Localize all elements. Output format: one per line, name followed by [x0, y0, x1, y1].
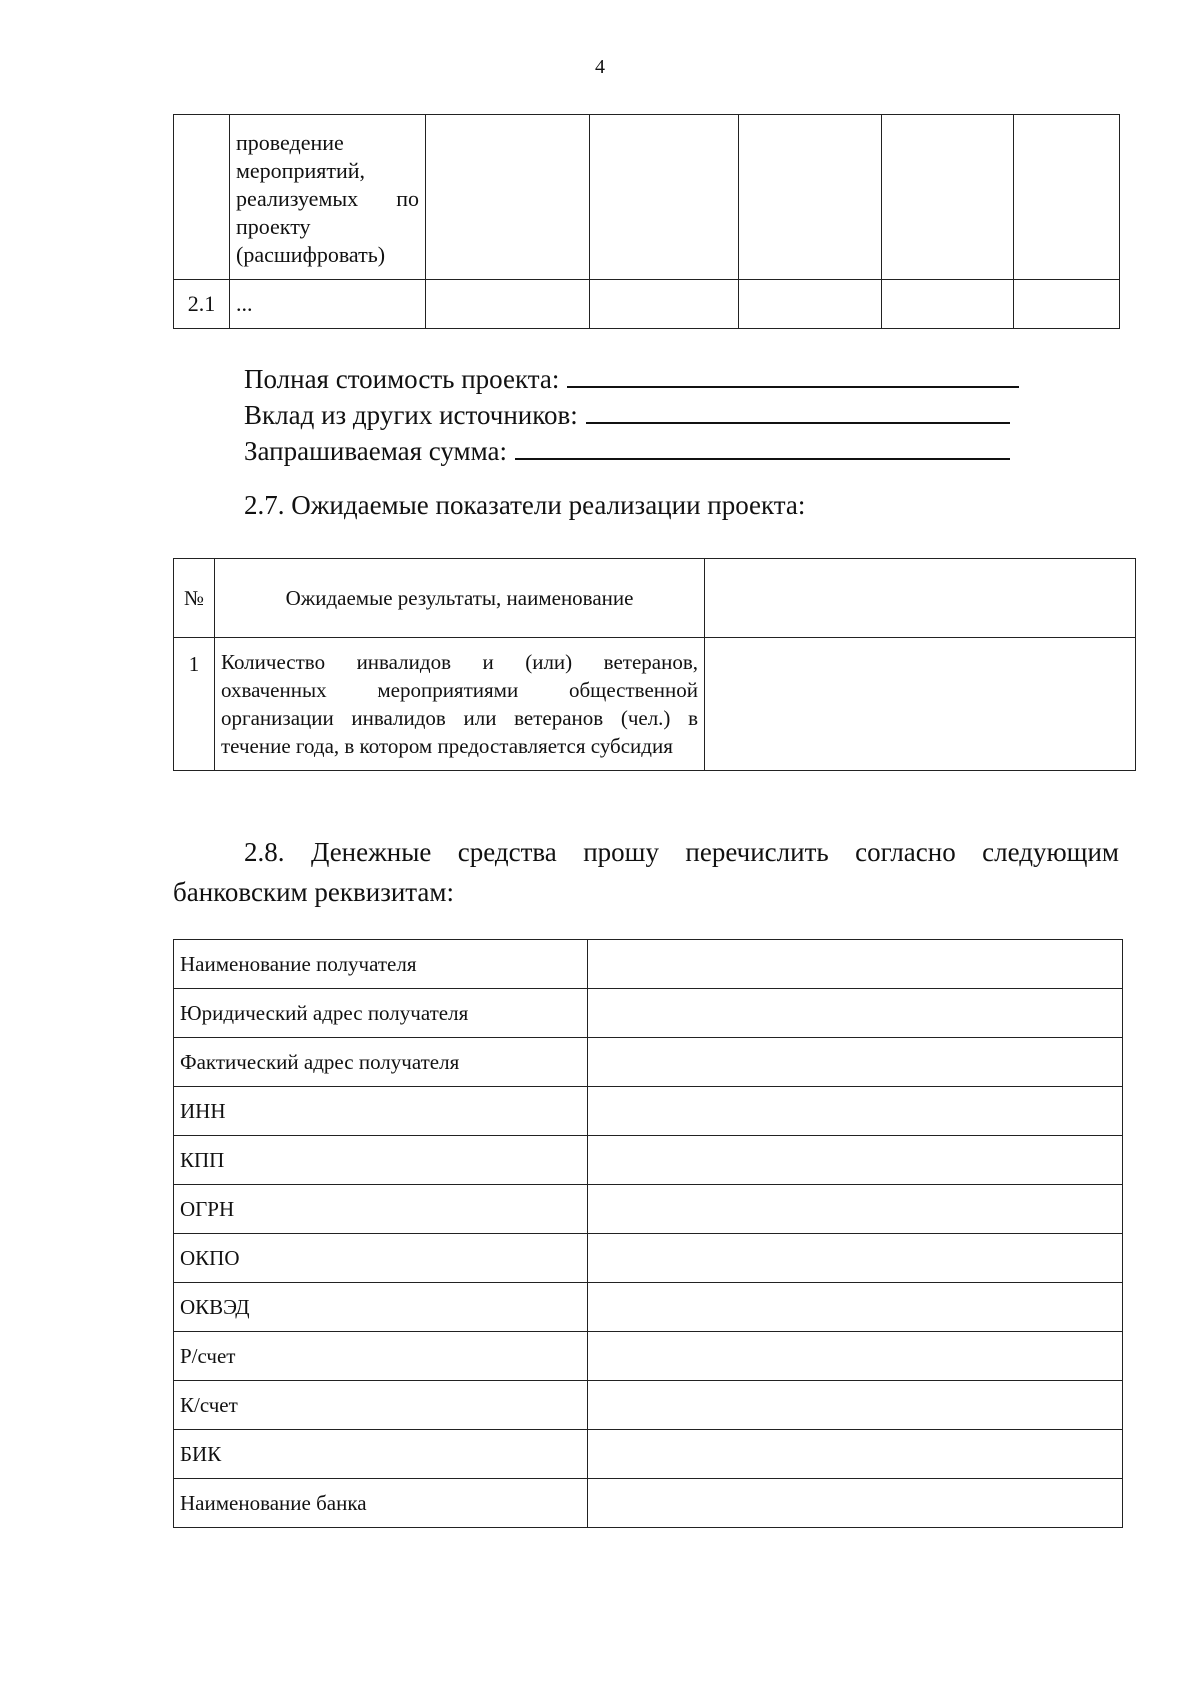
budget-cell-empty[interactable]	[590, 280, 739, 329]
text-line: реализуемых по	[236, 186, 419, 211]
table-row	[174, 940, 1123, 989]
indicators-row-value[interactable]	[705, 638, 1136, 771]
indicators-header-value	[705, 559, 1136, 638]
budget-table	[173, 114, 1120, 329]
requested-sum-field[interactable]	[515, 434, 1010, 460]
bank-label: К/счет	[174, 1381, 588, 1430]
indicators-table	[173, 558, 1136, 771]
bank-details-table	[173, 939, 1123, 1528]
bank-label: ИНН	[174, 1087, 588, 1136]
page-number: 4	[595, 56, 605, 78]
bank-value-field[interactable]	[588, 989, 1123, 1038]
bank-label: ОКВЭД	[174, 1283, 588, 1332]
bank-value-field[interactable]	[588, 1087, 1123, 1136]
bank-value-field[interactable]	[588, 1430, 1123, 1479]
table-row	[174, 1381, 1123, 1430]
budget-cell-empty[interactable]	[590, 115, 739, 280]
bank-value-field[interactable]	[588, 940, 1123, 989]
bank-value-field[interactable]	[588, 1381, 1123, 1430]
requested-sum-line	[244, 434, 1010, 467]
other-sources-label: Вклад из других источников:	[244, 400, 578, 430]
table-row	[174, 989, 1123, 1038]
text-line: мероприятий,	[236, 158, 366, 183]
bank-value-field[interactable]	[588, 1283, 1123, 1332]
bank-label: Наименование банка	[174, 1479, 588, 1528]
table-header-row	[174, 559, 1136, 638]
budget-row2-num: 2.1	[174, 280, 230, 329]
bank-value-field[interactable]	[588, 1234, 1123, 1283]
budget-cell-empty[interactable]	[739, 280, 882, 329]
indicators-header-num: №	[174, 559, 215, 638]
bank-label: Р/счет	[174, 1332, 588, 1381]
budget-row1-num	[174, 115, 230, 280]
table-row	[174, 1087, 1123, 1136]
indicators-heading: 2.7. Ожидаемые показатели реализации проекта:	[244, 490, 806, 520]
bank-value-field[interactable]	[588, 1185, 1123, 1234]
indicators-row-name: Количество инвалидов и (или) ветеранов, охваченных мероприятиями общественной организации инвалидов или ветеранов (чел.) в течение года, в котором предоставляется субсидия	[215, 638, 705, 771]
bank-value-field[interactable]	[588, 1136, 1123, 1185]
table-row	[174, 1332, 1123, 1381]
bank-label: Фактический адрес получателя	[174, 1038, 588, 1087]
text-line: проекту	[236, 214, 311, 239]
bank-label: Юридический адрес получателя	[174, 989, 588, 1038]
bank-value-field[interactable]	[588, 1479, 1123, 1528]
budget-cell-empty[interactable]	[426, 115, 590, 280]
table-row	[174, 280, 1120, 329]
text-line: проведение	[236, 130, 344, 155]
bank-paragraph: 2.8. Денежные средства прошу перечислить согласно следующим банковским реквизитам:	[173, 837, 1119, 907]
indicators-row-num: 1	[174, 638, 215, 771]
budget-cell-empty[interactable]	[882, 115, 1014, 280]
text-line: (расшифровать)	[236, 242, 386, 267]
table-row	[174, 638, 1136, 771]
other-sources-line	[244, 398, 1010, 431]
bank-value-field[interactable]	[588, 1332, 1123, 1381]
table-row	[174, 1283, 1123, 1332]
other-sources-field[interactable]	[586, 398, 1010, 424]
full-cost-label: Полная стоимость проекта:	[244, 364, 560, 394]
budget-cell-empty[interactable]	[1014, 115, 1120, 280]
table-row	[174, 1185, 1123, 1234]
bank-label: ОГРН	[174, 1185, 588, 1234]
budget-cell-empty[interactable]	[739, 115, 882, 280]
budget-row2-text: ...	[230, 280, 426, 329]
full-cost-line	[244, 362, 1019, 395]
budget-row1-text	[230, 115, 426, 280]
table-row	[174, 1430, 1123, 1479]
budget-cell-empty[interactable]	[426, 280, 590, 329]
bank-value-field[interactable]	[588, 1038, 1123, 1087]
bank-label: БИК	[174, 1430, 588, 1479]
budget-cell-empty[interactable]	[882, 280, 1014, 329]
bank-label: Наименование получателя	[174, 940, 588, 989]
table-row	[174, 1479, 1123, 1528]
table-row	[174, 1234, 1123, 1283]
table-row	[174, 1038, 1123, 1087]
bank-label: ОКПО	[174, 1234, 588, 1283]
budget-cell-empty[interactable]	[1014, 280, 1120, 329]
bank-label: КПП	[174, 1136, 588, 1185]
full-cost-field[interactable]	[567, 362, 1019, 388]
table-row	[174, 115, 1120, 280]
indicators-header-name: Ожидаемые результаты, наименование	[215, 559, 705, 638]
requested-sum-label: Запрашиваемая сумма:	[244, 436, 507, 466]
table-row	[174, 1136, 1123, 1185]
